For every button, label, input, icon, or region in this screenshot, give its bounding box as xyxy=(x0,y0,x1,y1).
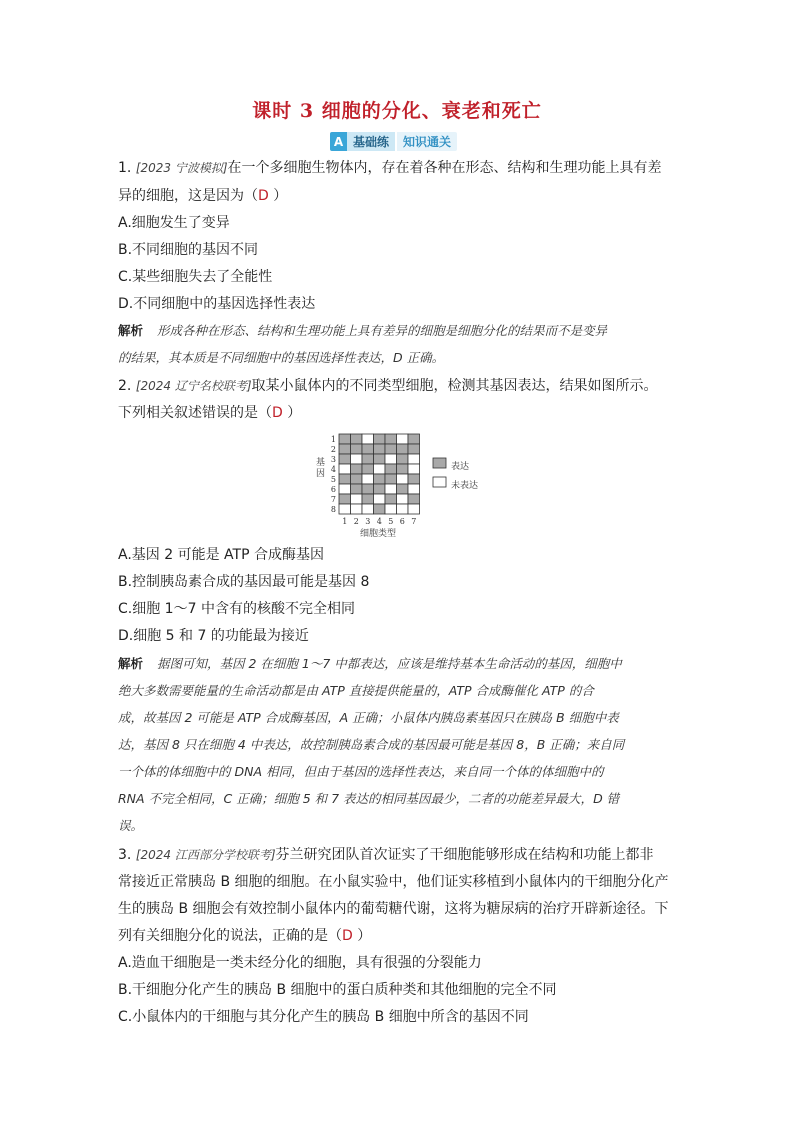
grid-cell xyxy=(351,494,363,504)
q1-stem-text2: 异的细胞，这是因为（ xyxy=(118,188,258,204)
q2-option-a: A.基因 2 可能是 ATP 合成酶基因 xyxy=(118,547,324,563)
grid-cell xyxy=(408,444,420,454)
grid-cell xyxy=(362,464,374,474)
q3-stem-text4: 列有关细胞分化的说法，正确的是（ xyxy=(118,928,342,944)
q1-option-b: B.不同细胞的基因不同 xyxy=(118,242,259,258)
grid-cell xyxy=(362,484,374,494)
q2-option-b: B.控制胰岛素合成的基因最可能是基因 8 xyxy=(118,574,370,590)
grid-cell xyxy=(408,484,420,494)
grid-cell xyxy=(397,474,409,484)
badge-main-label: 基础练 xyxy=(347,132,395,151)
q2-explanation-line2: 绝大多数需要能量的生命活动都是由 ATP 直接提供能量的，ATP 合成酶催化 ATP 的合 xyxy=(118,683,594,698)
q1-stem-line2 xyxy=(118,186,287,206)
q3-stem-line1 xyxy=(118,845,654,865)
q2-stem-line2 xyxy=(118,403,301,423)
legend-not-expressed-label: 未表达 xyxy=(451,481,479,491)
legend-not-expressed-swatch xyxy=(433,477,446,487)
column-tick-label: 4 xyxy=(376,517,382,526)
row-tick-label: 4 xyxy=(330,465,336,474)
grid-cell xyxy=(362,444,374,454)
figure-y-label: 基因 xyxy=(316,458,326,479)
grid-cell xyxy=(339,444,351,454)
grid-cell xyxy=(351,504,363,514)
grid-cell xyxy=(385,474,397,484)
row-tick-label: 1 xyxy=(330,435,336,444)
q1-stem-line1 xyxy=(118,158,662,178)
q3-source-tag: [2024 江西部分学校联考] xyxy=(135,848,276,862)
grid-cell xyxy=(385,434,397,444)
column-tick-label: 2 xyxy=(353,517,359,526)
grid-cell xyxy=(385,494,397,504)
q3-option-c: C.小鼠体内的干细胞与其分化产生的胰岛 B 细胞中所含的基因不同 xyxy=(118,1009,529,1025)
grid-cell xyxy=(351,444,363,454)
q2-explanation-line3: 成，故基因 2 可能是 ATP 合成酶基因，A 正确；小鼠体内胰岛素基因只在胰岛 B 细胞中表 xyxy=(118,710,619,725)
q3-stem-line3: 生的胰岛 B 细胞会有效控制小鼠体内的葡萄糖代谢，这将为糖尿病的治疗开辟新途径。下 xyxy=(118,901,669,917)
grid-cell xyxy=(339,494,351,504)
grid-cell xyxy=(351,454,363,464)
grid-cell xyxy=(397,444,409,454)
gene-expression-figure xyxy=(312,430,502,540)
q2-option-c: C.细胞 1～7 中含有的核酸不完全相同 xyxy=(118,601,355,617)
q3-option-b: B.干细胞分化产生的胰岛 B 细胞中的蛋白质种类和其他细胞的完全不同 xyxy=(118,982,557,998)
grid-cell xyxy=(397,464,409,474)
q3-stem-line2: 常接近正常胰岛 B 细胞的细胞。在小鼠实验中，他们证实移植到小鼠体内的干细胞分化产 xyxy=(118,874,669,890)
grid-cell xyxy=(385,484,397,494)
grid-cell xyxy=(385,464,397,474)
grid-cell xyxy=(385,454,397,464)
q3-number: 3. xyxy=(118,847,136,863)
q2-paren-close: ） xyxy=(282,405,302,421)
q3-paren-close: ） xyxy=(352,928,372,944)
grid-cell xyxy=(374,454,386,464)
q3-stem-text: 芬兰研究团队首次证实了干细胞能够形成在结构和功能上都非 xyxy=(275,847,654,863)
q3-answer: D xyxy=(342,928,353,944)
grid-cell xyxy=(408,454,420,464)
grid-cell xyxy=(362,434,374,444)
q1-source-tag: [2023 宁波模拟] xyxy=(135,161,228,175)
q1-explanation-line1 xyxy=(118,321,607,341)
row-tick-label: 5 xyxy=(330,475,336,484)
q2-number: 2. xyxy=(118,378,136,394)
q1-option-c: C.某些细胞失去了全能性 xyxy=(118,269,273,285)
grid-cell xyxy=(351,484,363,494)
q2-explanation-line5: 一个体的体细胞中的 DNA 相同，但由于基因的选择性表达，来自同一个体的体细胞中的 xyxy=(118,764,604,779)
grid-cell xyxy=(374,434,386,444)
grid-cell xyxy=(397,434,409,444)
grid-cell xyxy=(351,474,363,484)
legend-expressed-swatch xyxy=(433,458,446,468)
q2-explanation-line4: 达，基因 8 只在细胞 4 中表达，故控制胰岛素合成的基因最可能是基因 8，B 正确；来自同 xyxy=(118,737,625,752)
column-tick-label: 7 xyxy=(411,517,417,526)
q2-explanation-line7: 误。 xyxy=(118,818,144,833)
row-tick-label: 6 xyxy=(330,485,336,494)
grid-cell xyxy=(374,504,386,514)
badge-sub-label: 知识通关 xyxy=(397,132,457,151)
grid-cell xyxy=(397,454,409,464)
grid-cell xyxy=(339,504,351,514)
grid-cell xyxy=(385,444,397,454)
grid-cell xyxy=(408,464,420,474)
grid-cell xyxy=(362,504,374,514)
grid-cell xyxy=(339,474,351,484)
grid-cell xyxy=(339,484,351,494)
grid-cell xyxy=(339,454,351,464)
q1-stem-text: 在一个多细胞生物体内，存在着各种在形态、结构和生理功能上具有差 xyxy=(227,160,662,176)
q1-explanation-label: 解析 xyxy=(118,323,144,338)
grid-cell xyxy=(408,474,420,484)
figure-x-label: 细胞类型 xyxy=(360,529,397,539)
grid-cell xyxy=(374,494,386,504)
row-tick-label: 2 xyxy=(330,445,336,454)
row-tick-label: 7 xyxy=(330,495,336,504)
grid-cell xyxy=(385,504,397,514)
q3-option-a: A.造血干细胞是一类未经分化的细胞，具有很强的分裂能力 xyxy=(118,955,482,971)
grid-cell xyxy=(351,434,363,444)
q2-answer: D xyxy=(272,405,283,421)
q2-option-d: D.细胞 5 和 7 的功能最为接近 xyxy=(118,628,309,644)
q3-stem-line4 xyxy=(118,926,371,946)
q1-answer: D xyxy=(258,188,269,204)
grid-cell xyxy=(408,504,420,514)
q2-explanation-line1 xyxy=(118,654,622,674)
grid-cell xyxy=(351,464,363,474)
grid-cell xyxy=(362,474,374,484)
grid-cell xyxy=(397,494,409,504)
q1-option-a: A.细胞发生了变异 xyxy=(118,215,230,231)
column-tick-label: 5 xyxy=(388,517,394,526)
grid-cell xyxy=(374,474,386,484)
q2-explanation-line6: RNA 不完全相同，C 正确；细胞 5 和 7 表达的相同基因最少，二者的功能差异最大，D 错 xyxy=(118,791,620,806)
q2-explanation-label: 解析 xyxy=(118,656,144,671)
q2-explanation-text: 据图可知，基因 2 在细胞 1～7 中都表达，应该是维持基本生命活动的基因，细胞中 xyxy=(157,656,622,671)
grid-cell xyxy=(374,464,386,474)
page-title: 课时 3 细胞的分化、衰老和死亡 xyxy=(252,100,542,122)
grid-cell xyxy=(408,434,420,444)
q1-option-d: D.不同细胞中的基因选择性表达 xyxy=(118,296,316,312)
q2-stem-line1 xyxy=(118,376,658,396)
badge-letter: A xyxy=(330,132,347,151)
q2-source-tag: [2024 辽宁名校联考] xyxy=(135,379,252,393)
grid-cell xyxy=(397,484,409,494)
column-tick-label: 3 xyxy=(365,517,371,526)
section-badge xyxy=(330,132,457,151)
grid-cell xyxy=(408,494,420,504)
grid-cell xyxy=(339,464,351,474)
legend-expressed-label: 表达 xyxy=(451,462,470,472)
q2-stem-text: 取某小鼠体内的不同类型细胞，检测其基因表达，结果如图所示。 xyxy=(251,378,658,394)
grid-cell xyxy=(362,454,374,464)
row-tick-label: 8 xyxy=(330,505,336,514)
q1-explanation-line2: 的结果，其本质是不同细胞中的基因选择性表达，D 正确。 xyxy=(118,350,445,365)
grid-cell xyxy=(339,434,351,444)
q2-stem-text2: 下列相关叙述错误的是（ xyxy=(118,405,272,421)
column-tick-label: 6 xyxy=(399,517,405,526)
row-tick-label: 3 xyxy=(330,455,336,464)
column-tick-label: 1 xyxy=(342,517,348,526)
grid-cell xyxy=(374,444,386,454)
q1-number: 1. xyxy=(118,160,136,176)
q1-paren-close: ） xyxy=(268,188,288,204)
q1-explanation-text: 形成各种在形态、结构和生理功能上具有差异的细胞是细胞分化的结果而不是变异 xyxy=(157,323,608,338)
grid-cell xyxy=(397,504,409,514)
grid-cell xyxy=(374,484,386,494)
grid-cell xyxy=(362,494,374,504)
